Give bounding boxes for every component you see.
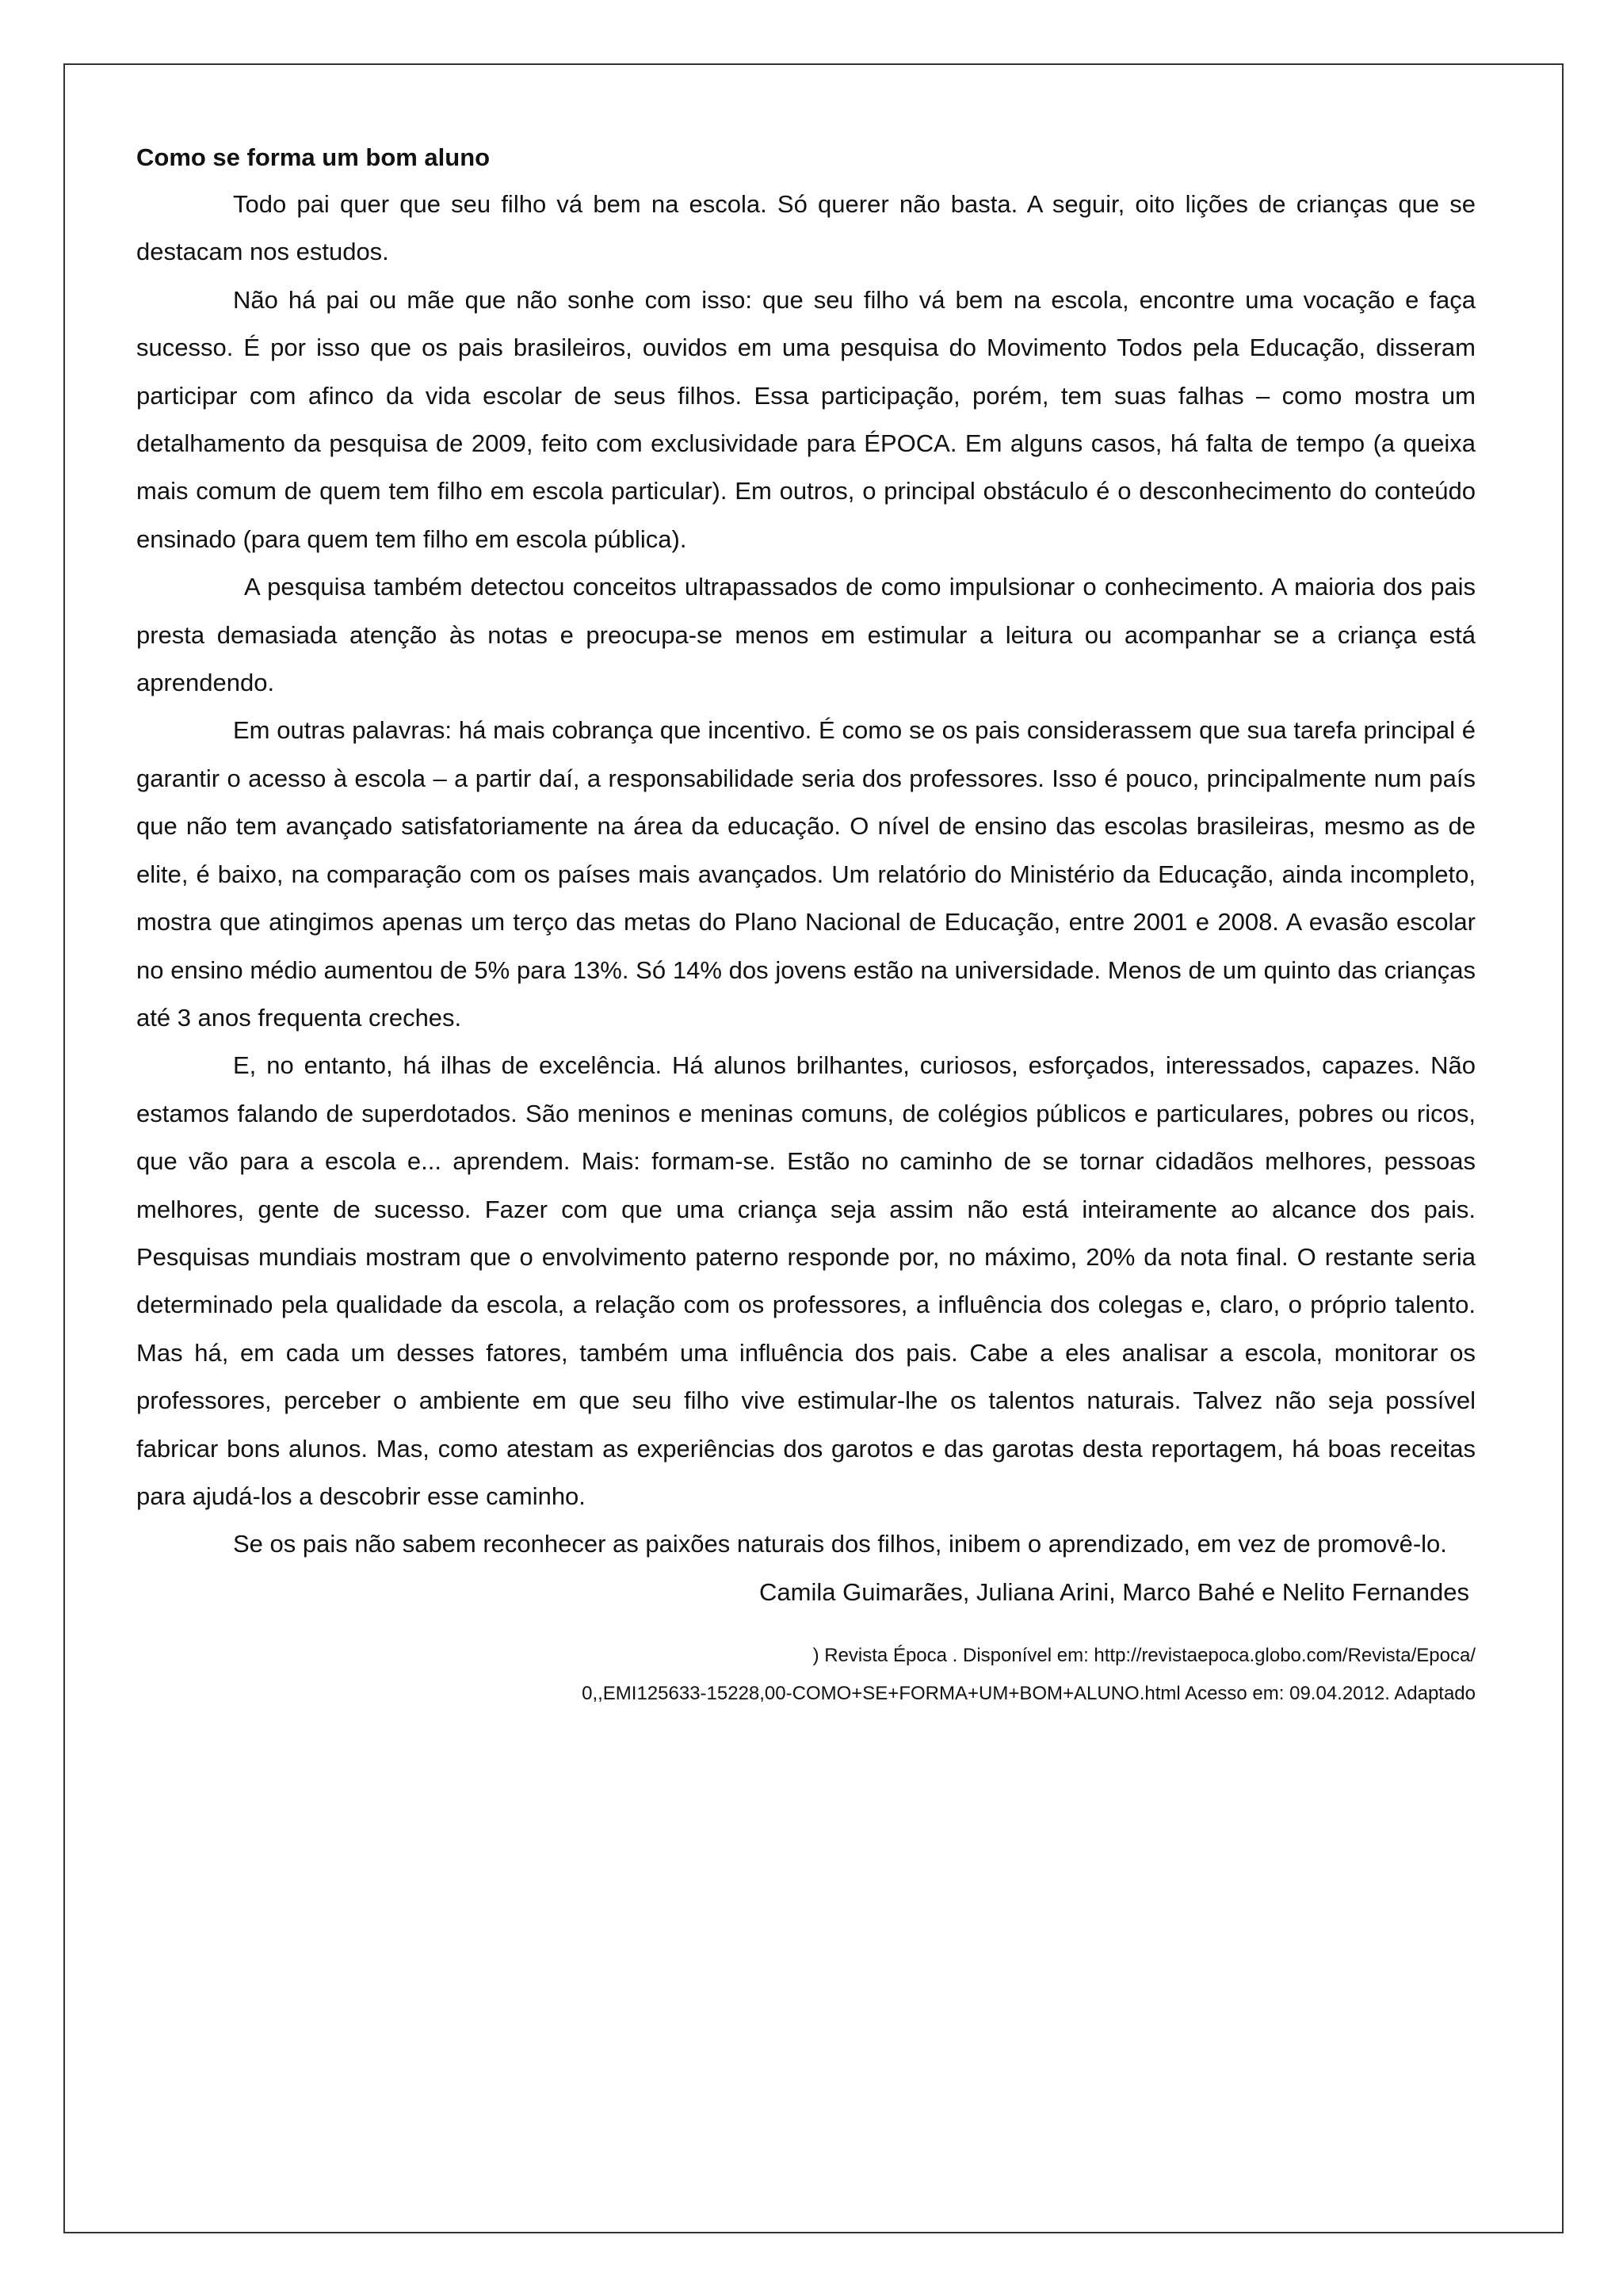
source-line-2: 0,,EMI125633-15228,00-COMO+SE+FORMA+UM+BOM+ALUNO.html Acesso em: 09.04.2012. Adaptado (582, 1682, 1476, 1704)
article (136, 135, 1476, 1713)
source-citation (136, 1637, 1476, 1713)
paragraph-5: E, no entanto, há ilhas de excelência. Há alunos brilhantes, curiosos, esforçados, interessados, capazes. Não estamos falando de superdotados. São meninos e meninas comuns, de colégios públicos e particulares, pobres ou ricos, que vão para a escola e... aprendem. Mais: formam-se. Estão no caminho de se tornar cidadãos melhores, pessoas melhores, gente de sucesso. Fazer com que uma criança seja assim não está inteiramente ao alcance dos pais. Pesquisas mundiais mostram que o envolvimento paterno responde por, no máximo, 20% da nota final. O restante seria determinado pela qualidade da escola, a relação com os professores, a influência dos colegas e, claro, o próprio talento. Mas há, em cada um desses fatores, também uma influência dos pais. Cabe a eles analisar a escola, monitorar os professores, perceber o ambiente em que seu filho vive estimular-lhe os talentos naturais. Talvez não seja possível fabricar bons alunos. Mas, como atestam as experiências dos garotos e das garotas desta reportagem, há boas receitas para ajudá-los a descobrir esse caminho. (136, 1051, 1476, 1510)
paragraph-6: Se os pais não sabem reconhecer as paixões naturais dos filhos, inibem o aprendizado, em vez de promovê-lo. (233, 1530, 1447, 1558)
paragraph-4: Em outras palavras: há mais cobrança que incentivo. É como se os pais considerassem que sua tarefa principal é garantir o acesso à escola – a partir daí, a responsabilidade seria dos professores. Isso é pouco, principalmente num país que não tem avançado satisfatoriamente na área da educação. O nível de ensino das escolas brasileiras, mesmo as de elite, é baixo, na comparação com os países mais avançados. Um relatório do Ministério da Educação, ainda incompleto, mostra que atingimos apenas um terço das metas do Plano Nacional de Educação, entre 2001 e 2008. A evasão escolar no ensino médio aumentou de 5% para 13%. Só 14% dos jovens estão na universidade. Menos de um quinto das crianças até 3 anos frequenta creches. (136, 716, 1476, 1032)
paragraph-3: A pesquisa também detectou conceitos ultrapassados de como impulsionar o conhecimento. A maioria dos pais presta demasiada atenção às notas e preocupa-se menos em estimular a leitura ou acompanhar se a criança está aprendendo. (136, 573, 1476, 697)
article-title: Como se forma um bom aluno (136, 143, 491, 171)
paragraph-2: Não há pai ou mãe que não sonhe com isso: que seu filho vá bem na escola, encontre uma vocação e faça sucesso. É por isso que os pais brasileiros, ouvidos em uma pesquisa do Movimento Todos pela Educação, disseram participar com afinco da vida escolar de seus filhos. Essa participação, porém, tem suas falhas – como mostra um detalhamento da pesquisa de 2009, feito com exclusividade para ÉPOCA. Em alguns casos, há falta de tempo (a queixa mais comum de quem tem filho em escola particular). Em outros, o principal obstáculo é o desconhecimento do conteúdo ensinado (para quem tem filho em escola pública). (136, 285, 1476, 553)
paragraph-1: Todo pai quer que seu filho vá bem na escola. Só querer não basta. A seguir, oito lições de crianças que se destacam nos estudos. (136, 190, 1476, 266)
source-line-1: ) Revista Época . Disponível em: http://revistaepoca.globo.com/Revista/Epoca/ (812, 1644, 1476, 1666)
article-authors: Camila Guimarães, Juliana Arini, Marco Bahé e Nelito Fernandes (759, 1577, 1469, 1606)
